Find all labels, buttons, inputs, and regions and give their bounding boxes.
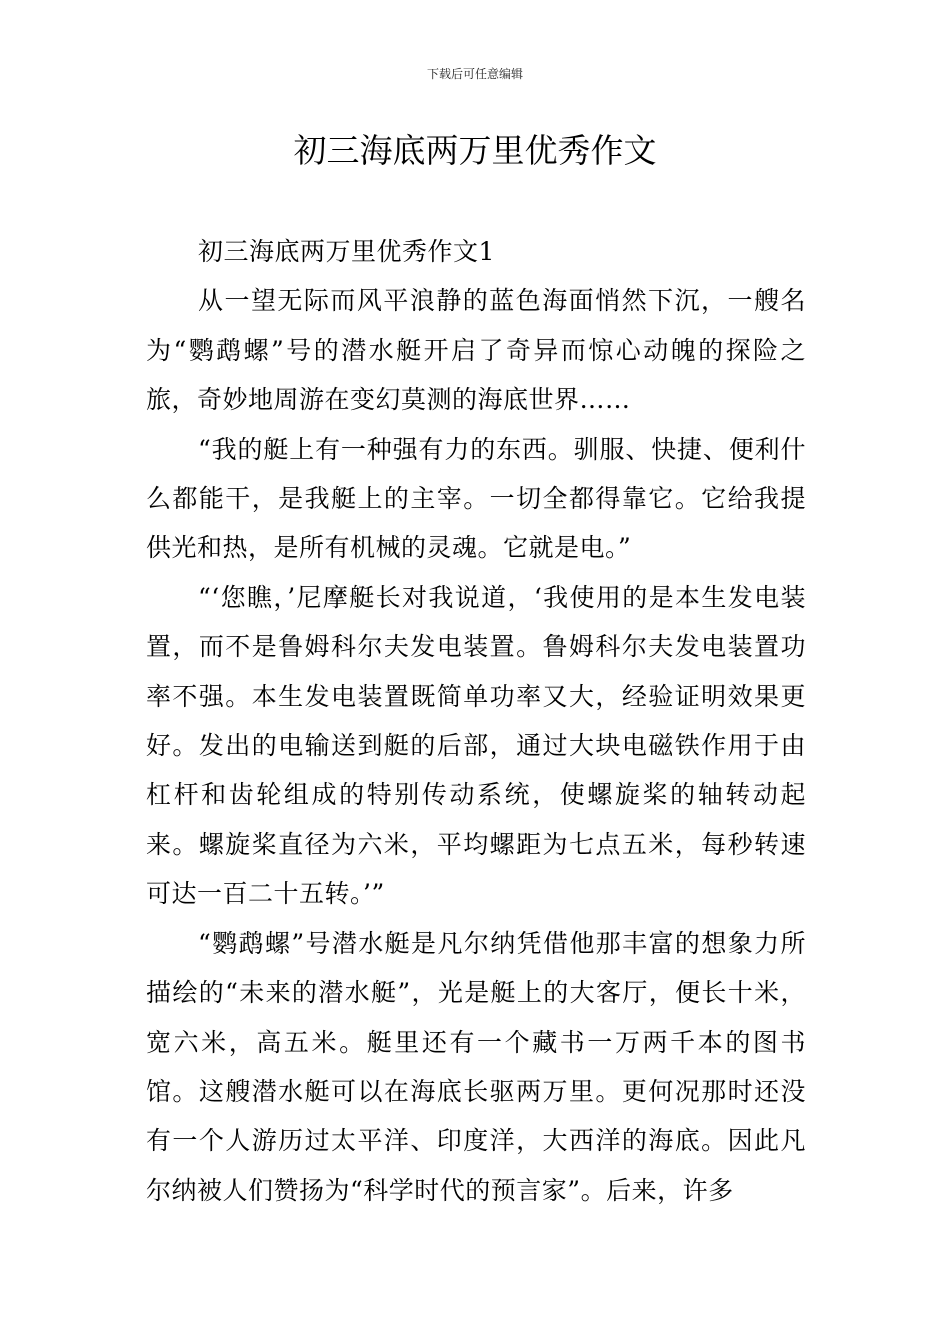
paragraph: 从一望无际而风平浪静的蓝色海面悄然下沉，一艘名为“鹦鹉螺”号的潜水艇开启了奇异而惊心动魄的探险之旅，奇妙地周游在变幻莫测的海底世界…… <box>146 286 806 415</box>
essay-subtitle: 初三海底两万里优秀作文1 <box>198 237 495 266</box>
paragraph: “鹦鹉螺”号潜水艇是凡尔纳凭借他那丰富的想象力所描绘的“未来的潜水艇”，光是艇上的大客厅，便长十米，宽六米，高五米。艇里还有一个藏书一万两千本的图书馆。这艘潜水艇可以在海底长驱两万里。更何况那时还没有一个人游历过太平洋、印度洋，大西洋的海底。因此凡尔纳被人们赞扬为“科学时代的预言家”。后来，许多 <box>146 928 806 1205</box>
page-title: 初三海底两万里优秀作文 <box>293 131 657 170</box>
paragraph: “我的艇上有一种强有力的东西。驯服、快捷、便利什么都能干，是我艇上的主宰。一切全都得靠它。它给我提供光和热，是所有机械的灵魂。它就是电。” <box>146 434 806 563</box>
paragraph: “‘您瞧，’尼摩艇长对我说道，‘我使用的是本生发电装置，而不是鲁姆科尔夫发电装置。鲁姆科尔夫发电装置功率不强。本生发电装置既简单功率又大，经验证明效果更好。发出的电输送到艇的后部，通过大块电磁铁作用于由杠杆和齿轮组成的特别传动系统，使螺旋桨的轴转动起来。螺旋桨直径为六米，平均螺距为七点五米，每秒转速可达一百二十五转。’” <box>146 582 806 909</box>
header-note: 下载后可任意编辑 <box>426 67 523 81</box>
essay-body <box>146 227 806 1215</box>
